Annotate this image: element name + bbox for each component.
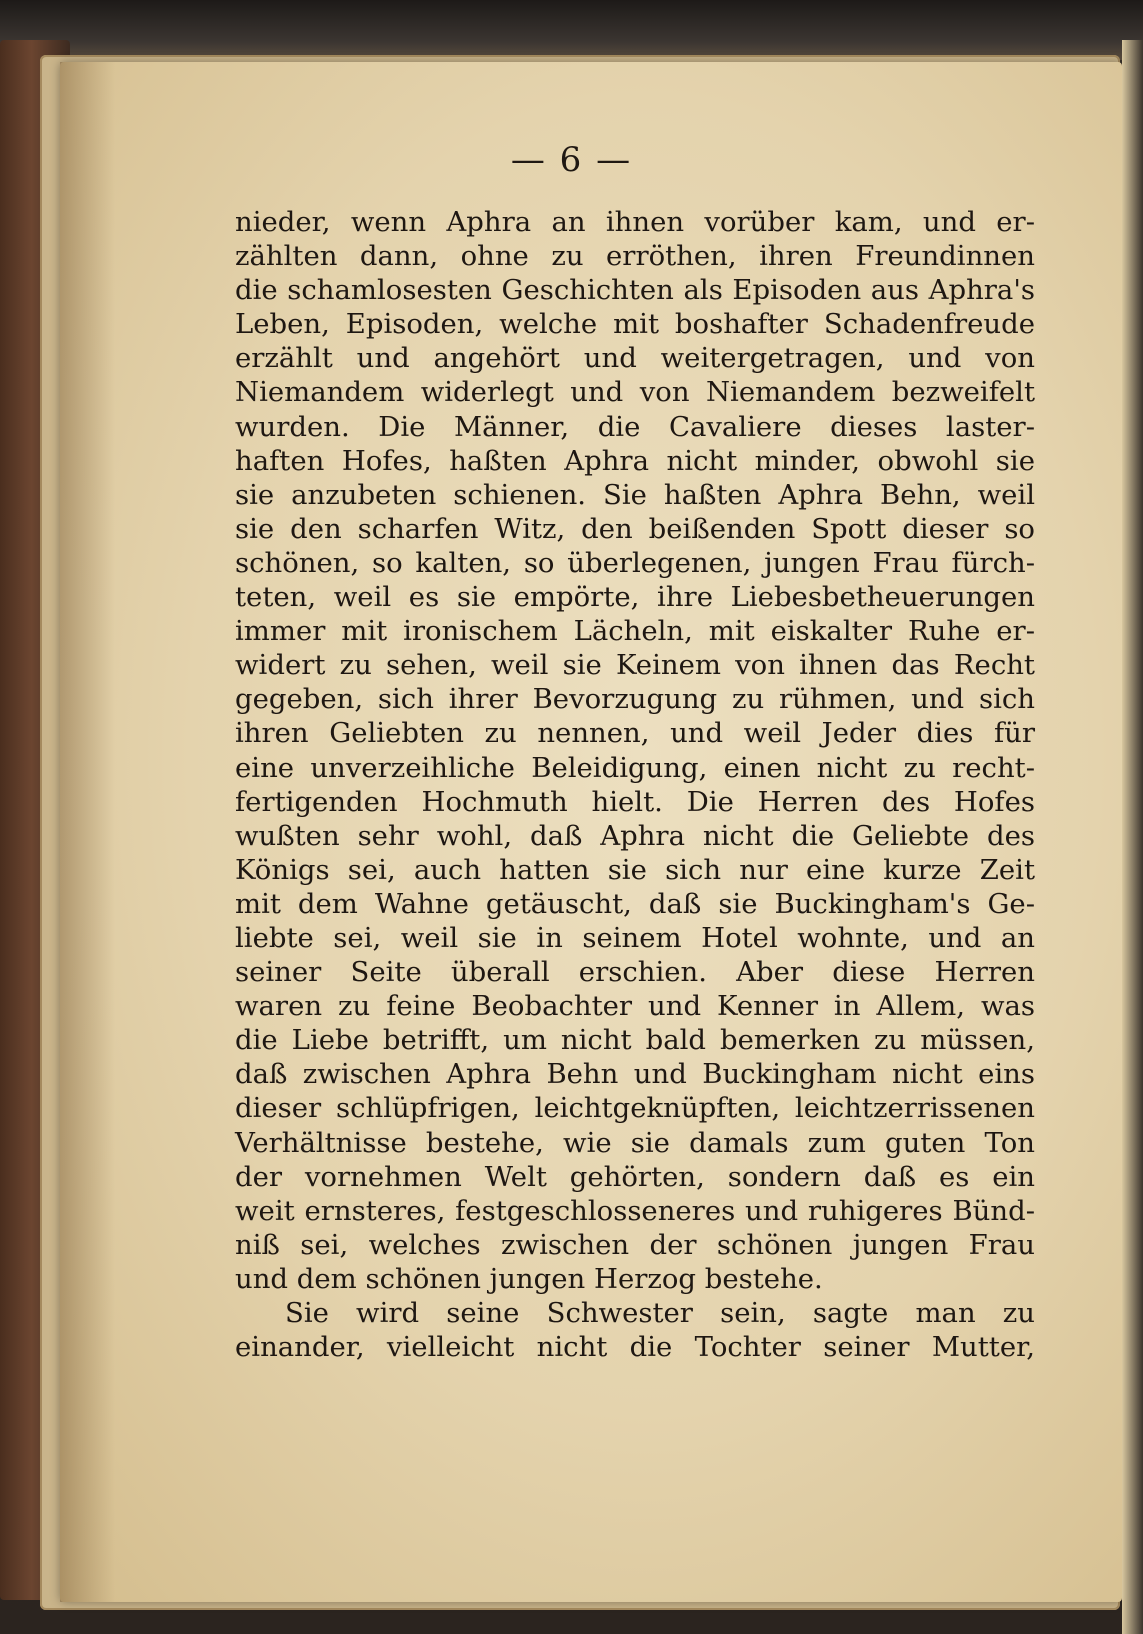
text-line: wußten sehr wohl, daß Aphra nicht die Geliebte des <box>235 819 1035 852</box>
text-line: zählten dann, ohne zu erröthen, ihren Freundinnen <box>235 240 1035 273</box>
text-line: sie anzubeten schienen. Sie haßten Aphra Behn, weil <box>235 478 1035 511</box>
text-line: teten, weil es sie empörte, ihre Liebesbetheuerungen <box>235 581 1035 614</box>
page-number: — 6 — <box>510 140 633 180</box>
text-line: wurden. Die Männer, die Cavaliere dieses laster- <box>235 410 1035 443</box>
text-line: mit dem Wahne getäuscht, daß sie Buckingham's Ge- <box>235 887 1035 920</box>
text-line: eine unverzeihliche Beleidigung, einen nicht zu recht- <box>235 751 1035 784</box>
text-line: Niemandem widerlegt und von Niemandem bezweifelt <box>235 376 1035 409</box>
text-line: seiner Seite überall erschien. Aber diese Herren <box>235 956 1035 989</box>
text-line: sie den scharfen Witz, den beißenden Spott dieser so <box>235 512 1035 545</box>
text-line: waren zu feine Beobachter und Kenner in Allem, was <box>235 990 1035 1023</box>
text-line: gegeben, sich ihrer Bevorzugung zu rühmen, und sich <box>235 683 1035 716</box>
text-line: nieder, wenn Aphra an ihnen vorüber kam, und er- <box>235 206 1035 238</box>
spine-shadow <box>60 62 115 1602</box>
text-line: einander, vielleicht nicht die Tochter seiner Mutter, <box>235 1331 1035 1364</box>
text-line: Königs sei, auch hatten sie sich nur eine kurze Zeit <box>235 853 1035 886</box>
body-text <box>235 205 1035 1364</box>
text-line: ihren Geliebten zu nennen, und weil Jeder dies für <box>235 717 1035 750</box>
text-line: weit ernsteres, festgeschlosseneres und ruhigeres Bünd- <box>235 1194 1035 1227</box>
text-line: dieser schlüpfrigen, leichtgeknüpften, leichtzerrissenen <box>235 1092 1035 1125</box>
text-line: Sie wird seine Schwester sein, sagte man zu <box>285 1297 1035 1329</box>
text-line: fertigenden Hochmuth hielt. Die Herren des Hofes <box>235 785 1035 818</box>
text-line: erzählt und angehört und weitergetragen, und von <box>235 342 1035 375</box>
page-right-edge <box>1122 40 1143 1634</box>
text-line: und dem schönen jungen Herzog bestehe. <box>235 1262 823 1295</box>
text-line: der vornehmen Welt gehörten, sondern daß es ein <box>235 1160 1035 1193</box>
text-line: daß zwischen Aphra Behn und Buckingham nicht eins <box>235 1058 1035 1091</box>
text-line: die Liebe betrifft, um nicht bald bemerken zu müssen, <box>235 1024 1035 1057</box>
text-line: die schamlosesten Geschichten als Episoden aus Aphra's <box>235 274 1035 307</box>
text-line: liebte sei, weil sie in seinem Hotel wohnte, und an <box>235 921 1035 954</box>
book-cover-top <box>0 0 1143 60</box>
text-line: immer mit ironischem Lächeln, mit eiskalter Ruhe er- <box>235 615 1035 648</box>
text-line: Verhältnisse bestehe, wie sie damals zum guten Ton <box>235 1126 1035 1159</box>
text-line: haften Hofes, haßten Aphra nicht minder, obwohl sie <box>235 444 1035 477</box>
text-line: widert zu sehen, weil sie Keinem von ihnen das Recht <box>235 649 1035 682</box>
text-line: niß sei, welches zwischen der schönen jungen Frau <box>235 1228 1035 1261</box>
text-line: Leben, Episoden, welche mit boshafter Schadenfreude <box>235 308 1035 341</box>
text-line: schönen, so kalten, so überlegenen, jungen Frau fürch- <box>235 546 1035 579</box>
